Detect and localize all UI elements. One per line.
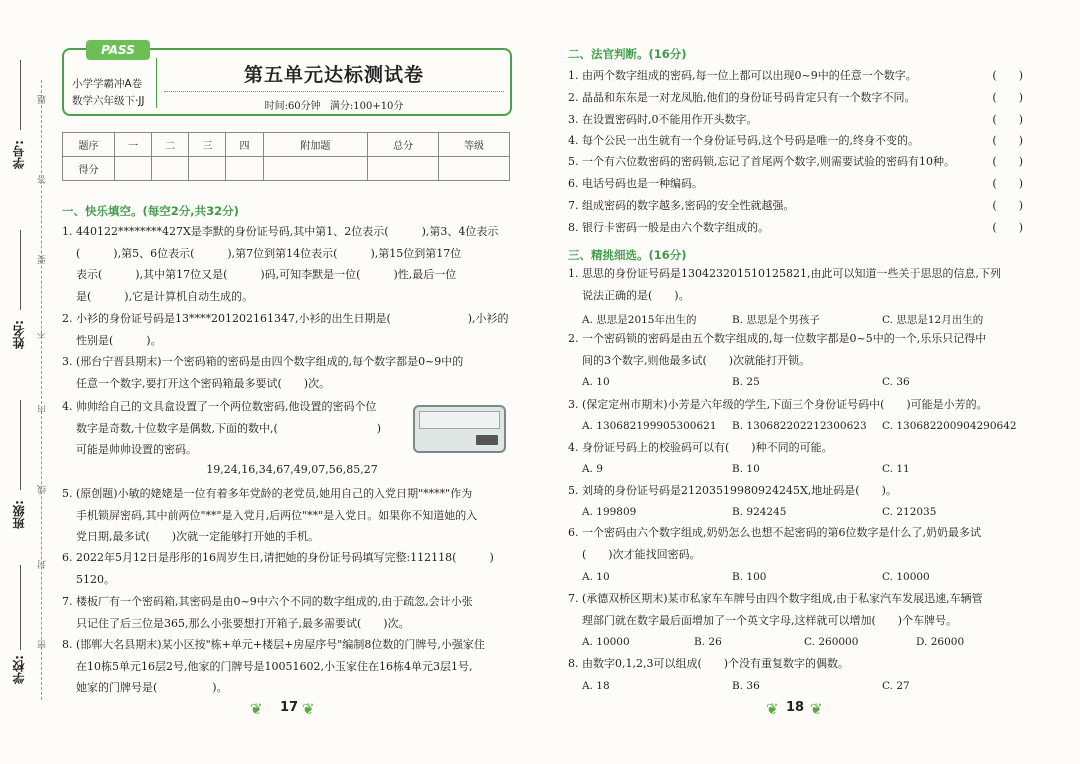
score-table xyxy=(62,132,510,181)
question-line: 在10栋5单元16层2号,他家的门牌号是10051602,小玉家住在16栋4单元3层1号, xyxy=(76,659,473,673)
question-6 xyxy=(62,547,522,590)
option-b[interactable]: B. 思思是个男孩子 xyxy=(732,314,820,326)
question-line: 1. 440122********427X是李默的身份证号码,其中第1、2位表示( ),第3、4位表示 xyxy=(62,225,499,238)
option-b[interactable]: B. 26 xyxy=(694,636,722,648)
pencil-case-image xyxy=(413,405,506,453)
option-c[interactable]: C. 11 xyxy=(882,463,910,475)
choice-2 xyxy=(568,328,1028,371)
answer-paren[interactable]: ( ) xyxy=(992,134,1023,147)
option-b[interactable]: B. 36 xyxy=(732,680,760,692)
score-input-cell[interactable] xyxy=(115,157,152,181)
question-line: ( )次才能找回密码。 xyxy=(582,547,701,561)
tf-text: 5. 一个有六位数密码的密码锁,忘记了首尾两个数字,则需要试验的密码有10种。 xyxy=(568,155,955,168)
option-c[interactable]: C. 130682200904290642 xyxy=(882,420,1017,432)
name-label: 姓名: xyxy=(12,320,26,349)
question-line: 5120。 xyxy=(76,572,115,586)
section-3-title: 三、精挑细选。(16分) xyxy=(568,248,687,262)
cut-mark: 题 xyxy=(38,95,48,104)
option-a[interactable]: A. 18 xyxy=(582,680,610,692)
question-line: 性别是( )。 xyxy=(76,333,162,347)
option-a[interactable]: A. 9 xyxy=(582,463,603,475)
school-label: 学校: xyxy=(12,655,26,684)
question-line: 2. 一个密码锁的密码是由五个数字组成的,每一位数字都是0~5中的一个,乐乐只记得中 xyxy=(568,332,987,345)
section-1-title: 一、快乐填空。(每空2分,共32分) xyxy=(62,204,239,218)
option-a[interactable]: A. 10000 xyxy=(582,636,630,648)
question-line: 5. 刘琦的身份证号码是21203519980924245X,地址码是( )。 xyxy=(568,484,897,497)
choice-1 xyxy=(568,263,1028,306)
question-2 xyxy=(62,308,522,351)
option-a[interactable]: A. 10 xyxy=(582,376,610,388)
question-5 xyxy=(62,483,522,548)
choice-3 xyxy=(568,394,1028,416)
score-cell: 题序 xyxy=(63,133,115,157)
question-line: 4. 身份证号码上的校验码可以有( )种不同的可能。 xyxy=(568,441,833,454)
cut-mark: 答 xyxy=(38,175,48,184)
question-line: 间的3个数字,则他最多试( )次就能打开锁。 xyxy=(582,353,811,367)
score-cell: 附加题 xyxy=(263,133,368,157)
section-2-title: 二、法官判断。(16分) xyxy=(568,47,687,61)
option-b[interactable]: B. 10 xyxy=(732,463,760,475)
tf-text: 7. 组成密码的数字越多,密码的安全性就越强。 xyxy=(568,199,795,212)
choice-8 xyxy=(568,653,1028,675)
choice-5 xyxy=(568,480,1028,502)
tf-text: 1. 由两个数字组成的密码,每一位上都可以出现0~9中的任意一个数字。 xyxy=(568,69,917,82)
score-value-row xyxy=(63,157,510,181)
score-cell: 一 xyxy=(115,133,152,157)
cut-mark: 要 xyxy=(38,255,48,264)
leaf-icon: ❦ xyxy=(250,700,263,718)
option-b[interactable]: B. 130682202212300623 xyxy=(732,420,867,432)
tf-item xyxy=(568,111,1023,127)
answer-paren[interactable]: ( ) xyxy=(992,221,1023,234)
exam-time: 时间:60分钟 xyxy=(264,101,321,112)
question-line: ( ),第5、6位表示( ),第7位到第14位表示( ),第15位到第17位 xyxy=(76,246,462,260)
question-line: 理部门就在数字最后面增加了一个英文字母,这样就可以增加( )个车牌号。 xyxy=(582,613,958,627)
header-divider xyxy=(156,58,157,108)
question-3 xyxy=(62,351,522,394)
pass-logo: PASS xyxy=(86,40,150,60)
tf-item xyxy=(568,67,1023,83)
question-line: 说法正确的是( )。 xyxy=(582,288,690,302)
question-8 xyxy=(62,634,522,699)
question-line: 8. (邯郸大名县期末)某小区按"栋+单元+楼层+房屋序号"编制8位数的门牌号,小强家住 xyxy=(62,638,485,651)
question-line: 手机锁屏密码,其中前两位"**"是入党月,后两位"**"是入党日。如果你不知道她的入 xyxy=(76,508,478,522)
question-line: 4. 帅帅给自己的文具盒设置了一个两位数密码,他设置的密码个位 xyxy=(62,400,377,413)
school-line xyxy=(20,565,21,650)
tf-text: 4. 每个公民一出生就有一个身份证号码,这个号码是唯一的,终身不变的。 xyxy=(568,134,919,147)
question-line: 党日期,最多试( )次就一定能够打开她的手机。 xyxy=(76,530,320,543)
option-c[interactable]: C. 36 xyxy=(882,376,910,388)
leaf-icon: ❦ xyxy=(302,700,315,718)
question-line: 2. 小衫的身份证号码是13****201202161347,小衫的出生日期是( ),小衫的 xyxy=(62,312,509,325)
question-line: 是( ),它是计算机自动生成的。 xyxy=(76,289,254,303)
cut-mark: 内 xyxy=(38,405,48,414)
page-number: 18 xyxy=(786,700,805,715)
choice-7 xyxy=(568,588,1028,631)
cut-mark: 封 xyxy=(38,560,48,569)
question-line: 5. (原创题)小敏的姥姥是一位有着多年党龄的老党员,她用自己的入党日期"****"作为 xyxy=(62,487,473,500)
tf-item xyxy=(568,132,1023,148)
question-line: 表示( ),其中第17位又是( )码,可知李默是一位( )性,最后一位 xyxy=(76,268,457,281)
score-input-cell[interactable] xyxy=(368,157,439,181)
option-c[interactable]: C. 10000 xyxy=(882,571,930,583)
full-score: 满分:100+10分 xyxy=(329,101,404,112)
question-line: 6. 一个密码由六个数字组成,奶奶怎么也想不起密码的第6位数字是什么了,奶奶最多试 xyxy=(568,526,981,539)
option-a[interactable]: A. 10 xyxy=(582,571,610,583)
lock-icon xyxy=(476,435,498,445)
question-7 xyxy=(62,591,522,634)
exam-header xyxy=(62,43,512,116)
score-input-cell[interactable] xyxy=(189,157,226,181)
question-line: 3. (邢台宁晋县期末)一个密码箱的密码是由四个数字组成的,每个数字都是0~9中的 xyxy=(62,355,464,368)
cut-mark: 不 xyxy=(38,330,48,339)
score-input-cell[interactable] xyxy=(226,157,263,181)
tf-item xyxy=(568,197,1023,213)
choice-6 xyxy=(568,522,1028,565)
answer-paren[interactable]: ( ) xyxy=(992,199,1023,212)
name-line xyxy=(20,230,21,310)
cut-line xyxy=(41,80,42,700)
score-cell: 二 xyxy=(152,133,189,157)
question-line: 只记住了后三位是365,那么小张要想打开箱子,最多需要试( )次。 xyxy=(76,616,410,630)
question-line: 7. 楼板厂有一个密码箱,其密码是由0~9中六个不同的数字组成的,由于疏忽,会计小张 xyxy=(62,595,473,608)
cut-mark: 线 xyxy=(38,485,48,494)
tf-text: 3. 在设置密码时,0不能用作开头数字。 xyxy=(568,113,758,126)
choice-4 xyxy=(568,437,1028,459)
option-d[interactable]: D. 26000 xyxy=(916,636,965,648)
question-line: 3. (保定定州市期末)小芳是六年级的学生,下面三个身份证号码中( )可能是小芳的。 xyxy=(568,398,988,411)
option-b[interactable]: B. 924245 xyxy=(732,506,787,518)
answer-paren[interactable]: ( ) xyxy=(992,91,1023,104)
option-b[interactable]: B. 25 xyxy=(732,376,760,388)
question-4-numbers: 19,24,16,34,67,49,07,56,85,27 xyxy=(206,463,378,476)
time-score-info xyxy=(164,97,504,112)
question-line: 7. (承德双桥区期末)某市私家车车牌号由四个数字组成,由于私家汽车发展迅速,车辆管 xyxy=(568,592,983,605)
question-line: 6. 2022年5月12日是彤彤的16周岁生日,请把她的身份证号码填写完整:112118( ) xyxy=(62,551,494,564)
class-label: 班级: xyxy=(12,500,26,529)
tf-item xyxy=(568,219,1023,235)
option-c[interactable]: C. 260000 xyxy=(804,636,859,648)
option-c[interactable]: C. 27 xyxy=(882,680,910,692)
answer-paren[interactable]: ( ) xyxy=(992,177,1023,190)
series-info xyxy=(72,76,145,110)
question-4 xyxy=(62,396,422,461)
score-input-cell[interactable] xyxy=(152,157,189,181)
question-1 xyxy=(62,221,522,307)
tf-text: 8. 银行卡密码一般是由六个数字组成的。 xyxy=(568,221,769,234)
answer-paren[interactable]: ( ) xyxy=(992,155,1023,168)
question-line: 8. 由数字0,1,2,3可以组成( )个没有重复数字的偶数。 xyxy=(568,657,850,670)
option-a[interactable]: A. 199809 xyxy=(582,506,637,518)
option-a[interactable]: A. 130682199905300621 xyxy=(582,420,717,432)
option-c[interactable]: C. 212035 xyxy=(882,506,937,518)
header-rule xyxy=(164,91,504,92)
student-id-line xyxy=(20,60,21,130)
score-input-cell[interactable] xyxy=(263,157,368,181)
question-line: 任意一个数字,要打开这个密码箱最多要试( )次。 xyxy=(76,376,331,390)
tf-item xyxy=(568,89,1023,105)
series-grade: 数学六年级下·JJ xyxy=(72,95,145,107)
score-cell: 等级 xyxy=(439,133,510,157)
class-line xyxy=(20,400,21,490)
series-title: 小学学霸冲A卷 xyxy=(72,78,143,90)
score-cell: 四 xyxy=(226,133,263,157)
question-line: 她家的门牌号是( )。 xyxy=(76,681,228,694)
score-input-cell[interactable] xyxy=(439,157,510,181)
question-line: 1. 思思的身份证号码是130423201510125821,由此可以知道一些关于思思的信息,下列 xyxy=(568,267,1001,280)
score-cell: 总分 xyxy=(368,133,439,157)
score-cell: 得分 xyxy=(63,157,115,181)
option-a[interactable]: A. 思思是2015年出生的 xyxy=(582,314,697,326)
binding-spine xyxy=(0,0,60,764)
student-id-label: 学号: xyxy=(12,140,26,169)
tf-item xyxy=(568,153,1023,169)
question-line: 数字是奇数,十位数字是偶数,下面的数中,( ) xyxy=(76,421,382,435)
pencil-case-lid xyxy=(419,411,500,429)
page-title: 第五单元达标测试卷 xyxy=(243,64,424,86)
option-c[interactable]: C. 思思是12月出生的 xyxy=(882,314,984,326)
option-b[interactable]: B. 100 xyxy=(732,571,767,583)
cut-mark: 密 xyxy=(38,640,48,649)
tf-text: 2. 晶晶和东东是一对龙凤胎,他们的身份证号码肯定只有一个数字不同。 xyxy=(568,91,916,104)
leaf-icon: ❦ xyxy=(810,700,823,718)
page-number: 17 xyxy=(280,700,299,715)
leaf-icon: ❦ xyxy=(766,700,779,718)
score-cell: 三 xyxy=(189,133,226,157)
answer-paren[interactable]: ( ) xyxy=(992,113,1023,126)
tf-item xyxy=(568,175,1023,191)
tf-text: 6. 电话号码也是一种编码。 xyxy=(568,177,703,190)
score-header-row xyxy=(63,133,510,157)
question-line: 可能是帅帅设置的密码。 xyxy=(76,443,197,456)
answer-paren[interactable]: ( ) xyxy=(992,69,1023,82)
